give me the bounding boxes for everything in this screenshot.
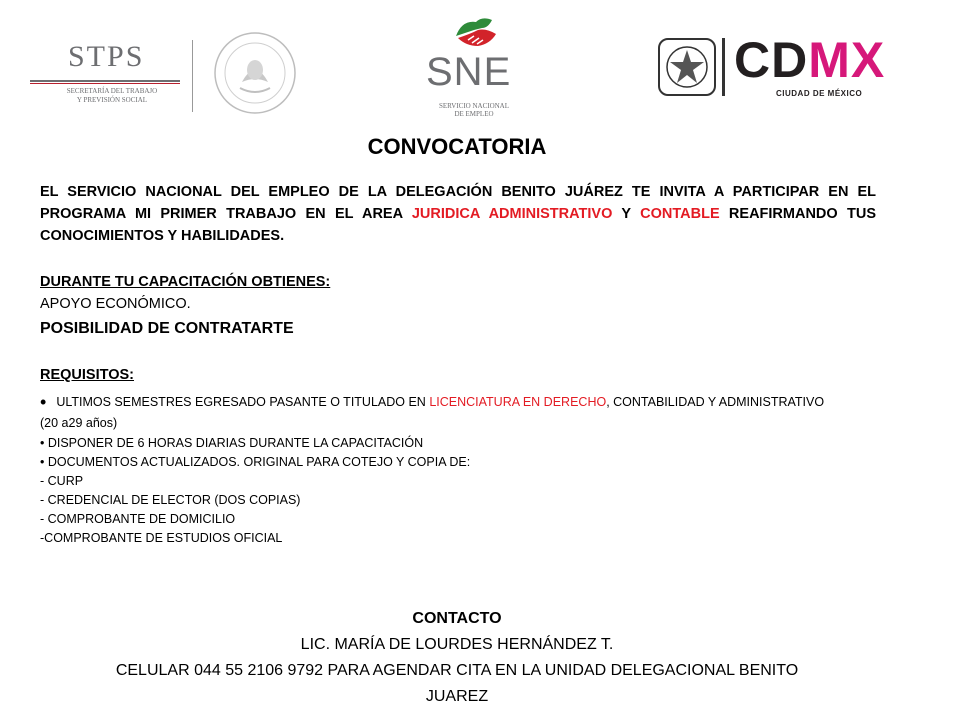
- requirement-1-text-2: , CONTABILIDAD Y ADMINISTRATIVO: [606, 395, 825, 409]
- sne-logo: [420, 14, 530, 124]
- cdmx-emblem-icon: [658, 38, 716, 96]
- intro-text-1: EL SERVICIO NACIONAL DEL EMPLEO DE LA DELEGACIÓN BENITO JUÁREZ TE INVITA A PARTICIPAR EN EL PROGRAMA MI PRIMER TRABAJO EN EL AREA: [40, 184, 876, 222]
- stps-divider: [30, 80, 180, 82]
- sne-subtitle-line-2: DE EMPLEO: [454, 110, 494, 118]
- stps-divider-red: [30, 83, 180, 84]
- cdmx-wordmark: [734, 32, 885, 88]
- stps-subtitle-line-1: SECRETARÍA DEL TRABAJO: [66, 87, 158, 95]
- cdmx-divider: [722, 38, 725, 96]
- requirements-heading: REQUISITOS:: [40, 367, 134, 383]
- requirement-1-text-1: ULTIMOS SEMESTRES EGRESADO PASANTE O TITULADO EN: [56, 395, 430, 409]
- stps-subtitle: [62, 87, 162, 105]
- sne-name: SNE: [426, 50, 512, 94]
- document-item-1: - CURP: [40, 474, 84, 488]
- bullet-icon: •: [40, 392, 47, 412]
- requirement-item-3: • DOCUMENTOS ACTUALIZADOS. ORIGINAL PARA COTEJO Y COPIA DE:: [40, 455, 471, 469]
- stps-subtitle-line-2: Y PREVISIÓN SOCIAL: [76, 96, 148, 104]
- sne-subtitle: [428, 102, 520, 118]
- intro-paragraph: [40, 181, 876, 247]
- stps-logo: [30, 40, 180, 112]
- cdmx-subtitle: CIUDAD DE MÉXICO: [776, 89, 863, 98]
- intro-text-2: Y: [612, 206, 641, 222]
- sne-subtitle-line-1: SERVICIO NACIONAL: [438, 102, 510, 110]
- page-title: CONVOCATORIA: [367, 134, 547, 159]
- requirement-item-2: • DISPONER DE 6 HORAS DIARIAS DURANTE LA CAPACITACIÓN: [40, 436, 424, 450]
- benefits-heading: DURANTE TU CAPACITACIÓN OBTIENES:: [40, 274, 331, 290]
- benefit-item-2: POSIBILIDAD DE CONTRATARTE: [40, 320, 294, 337]
- cdmx-wordmark-cd: CD: [734, 32, 809, 88]
- contact-phone-line: CELULAR 044 55 2106 9792 PARA AGENDAR CITA EN LA UNIDAD DELEGACIONAL BENITO: [115, 662, 799, 679]
- requirement-item-1: [40, 392, 920, 413]
- intro-highlight-area-2: CONTABLE: [640, 206, 720, 222]
- cdmx-logo: [658, 34, 918, 98]
- stps-name: STPS: [68, 40, 145, 73]
- document-item-3: - COMPROBANTE DE DOMICILIO: [40, 512, 236, 526]
- contact-name: LIC. MARÍA DE LOURDES HERNÁNDEZ T.: [300, 636, 614, 653]
- document-item-4: -COMPROBANTE DE ESTUDIOS OFICIAL: [40, 531, 283, 545]
- intro-text-3: REAFIRMANDO TUS CONOCIMIENTOS Y HABILIDADES.: [40, 206, 876, 244]
- intro-highlight-area-1: JURIDICA ADMINISTRATIVO: [411, 206, 613, 222]
- requirement-age: (20 a29 años): [40, 416, 118, 430]
- contact-location-line: JUAREZ: [425, 688, 489, 705]
- handshake-icon: [452, 14, 500, 52]
- cdmx-wordmark-mx: MX: [808, 32, 886, 88]
- requirement-1-highlight: LICENCIATURA EN DERECHO: [429, 395, 607, 409]
- contact-heading: CONTACTO: [412, 610, 502, 627]
- document-item-2: - CREDENCIAL DE ELECTOR (DOS COPIAS): [40, 493, 301, 507]
- logo-separator: [192, 40, 193, 112]
- benefit-item-1: APOYO ECONÓMICO.: [40, 296, 191, 312]
- national-seal-icon: [212, 30, 298, 116]
